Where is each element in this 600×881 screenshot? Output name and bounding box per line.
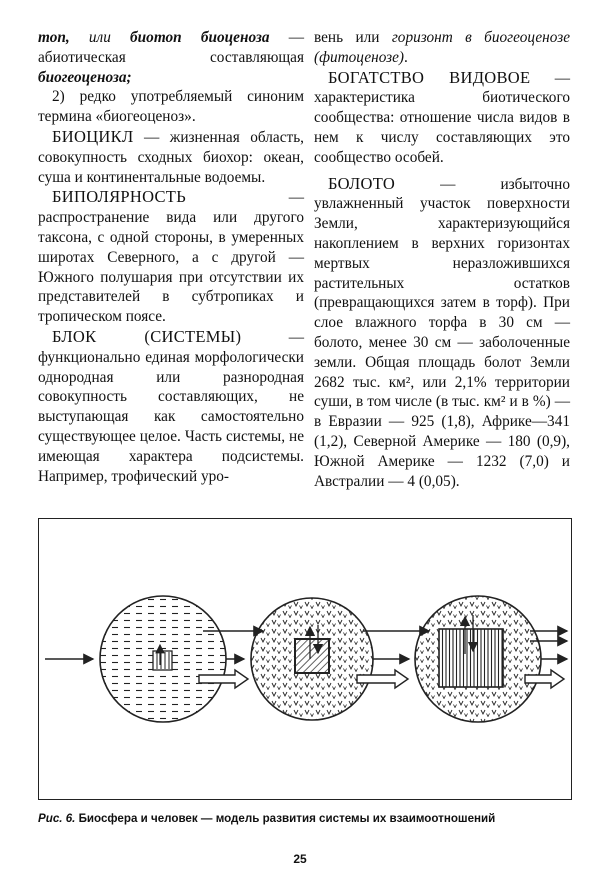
text-in: в xyxy=(452,29,485,46)
text-or: или xyxy=(69,29,131,46)
definition-block: — функционально единая морфологически однородная или разнородная совокупность составляющих, не выступающая как самостоятельно существующее целое. Часть системы, не имеющая характера подсистемы. Например, трофический уро- xyxy=(38,328,305,485)
term-bog: БОЛОТО xyxy=(328,173,396,193)
figure-caption xyxy=(38,812,578,825)
left-column xyxy=(38,28,304,486)
caption-label: Рис. 6. xyxy=(38,812,76,825)
paragraph-biocycle xyxy=(38,127,304,187)
paragraph-synonym: 2) редко употребляемый синоним термина «биогеоценоз». xyxy=(38,88,304,126)
text-period: . xyxy=(404,48,408,66)
figure-biosphere xyxy=(38,518,572,800)
definition-richness: — характеристика биотического сообщества: отношение числа видов в нем к числу составляющих это сообщество особей. xyxy=(314,69,571,166)
paragraph-continuation xyxy=(314,28,570,68)
term-biotop: биотоп биоценоза xyxy=(130,29,270,46)
definition-biotop: — абиотическая составляющая xyxy=(38,29,304,66)
paragraph-biotop xyxy=(38,28,304,87)
term-horizon: горизонт xyxy=(391,29,453,46)
stage-1-sphere xyxy=(100,596,226,722)
term-richness: БОГАТСТВО ВИДОВОЕ xyxy=(328,67,531,87)
term-phytocenosis: биогеоценозе (фитоценозе) xyxy=(314,29,570,66)
stage-2-sphere xyxy=(251,598,373,720)
right-column xyxy=(314,28,570,491)
paragraph-richness xyxy=(314,68,570,168)
term-biocycle: БИОЦИКЛ xyxy=(52,126,134,146)
caption-text: Биосфера и человек — модель развития системы их взаимоотношений xyxy=(75,812,496,825)
term-block: БЛОК (СИСТЕМЫ) xyxy=(52,326,242,346)
definition-bog: — избыточно увлажненный участок поверхности Земли, характеризующийся накоплением в верхних горизонтах мертвых неразложившихся растительных остатков (превращающихся затем в торф). При слое влажного торфа в 30 см — болото, менее 30 см — заболоченные земли. Общая площадь болот Земли 2682 тыс. км², или 2,1% территории суши, в том числе (в тыс. км² и в %) — в Евразии — 925 (1,8), Африке—341 (1,2), Северной Америке — 180 (0,9), Южной Америке — 1232 (7,0) и Австралии — 4 (0,05). xyxy=(314,175,570,490)
figure-diagram xyxy=(39,519,573,801)
term-biogeocenosis: биогеоценоза; xyxy=(38,68,132,86)
paragraph-bog xyxy=(314,174,570,492)
paragraph-block xyxy=(38,327,304,486)
stage-3-sphere xyxy=(415,596,541,722)
definition-biocycle: — жизненная область, совокупность сходных биохор: океан, суша и континентальные водоемы. xyxy=(38,128,304,186)
paragraph-bipolarity xyxy=(38,187,304,327)
page-number: 25 xyxy=(293,852,307,866)
term-bipolarity: БИПОЛЯРНОСТЬ xyxy=(52,187,186,207)
term-top: топ, xyxy=(38,29,70,46)
definition-bipolarity: — распространение вида или другого таксона, с одной стороны, в умеренных широтах Северного, а с другой — Южного полушария при отсутствии их представителей в субтропиках и тропическом поясе. xyxy=(38,189,304,326)
text-level: вень или xyxy=(314,29,392,46)
